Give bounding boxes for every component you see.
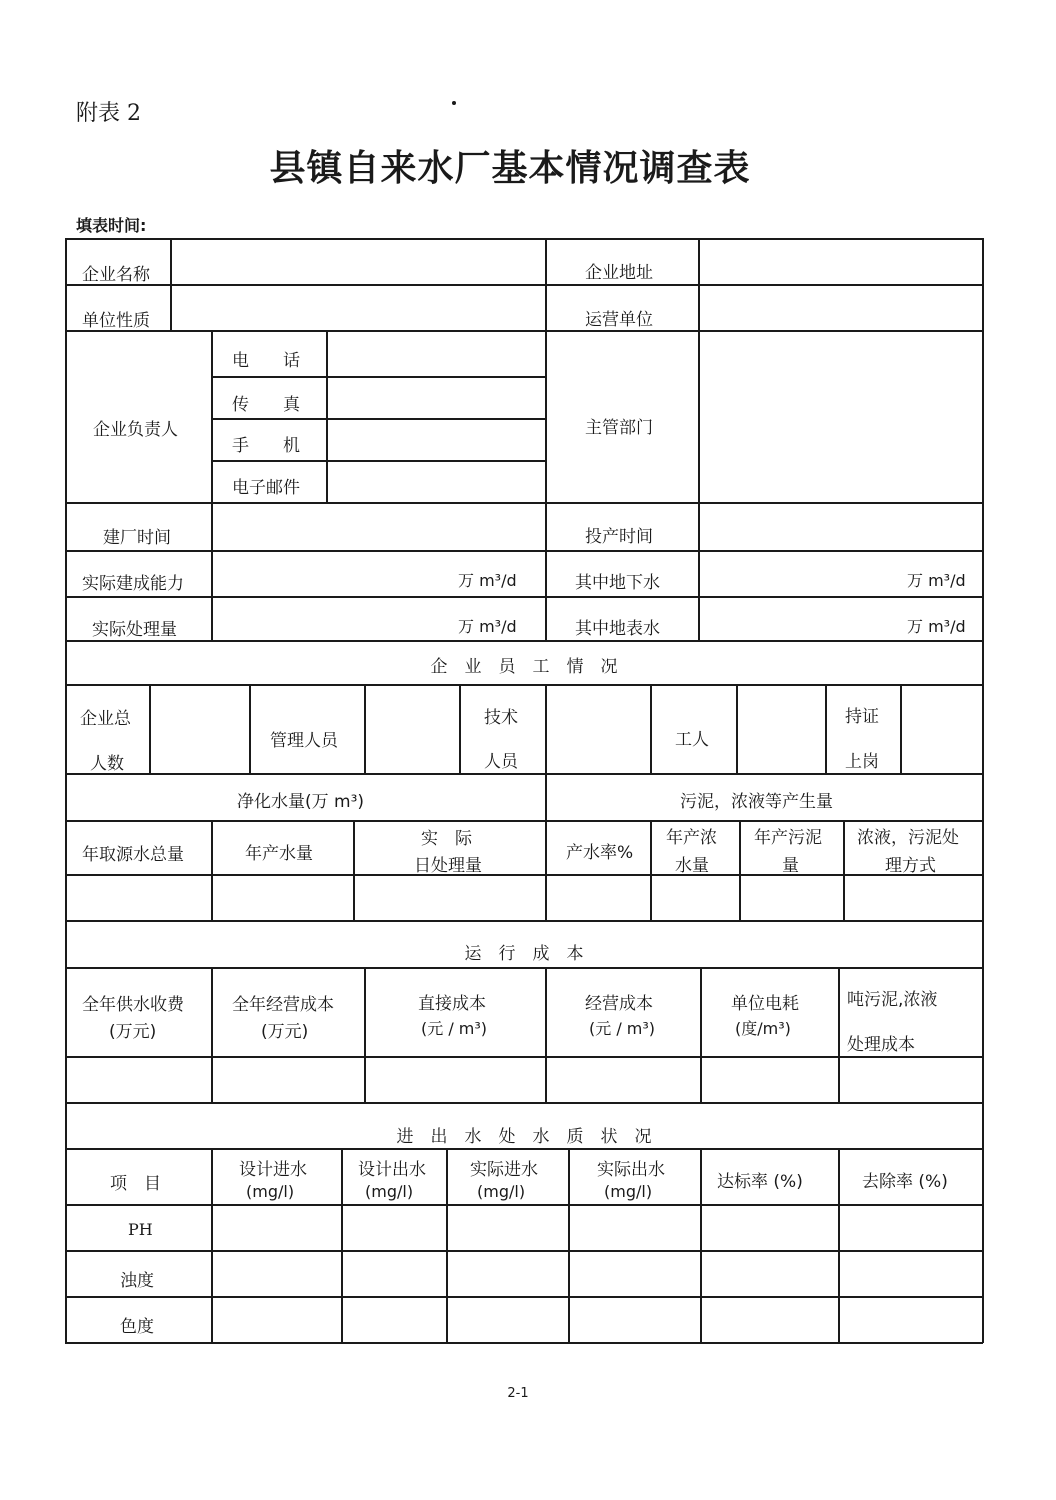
label-disposal-1: 浓液，污泥处: [857, 828, 959, 848]
label-actual-in: 实际进水: [470, 1160, 538, 1180]
label-sludge-output: 污泥，浓液等产生量: [680, 792, 833, 812]
label-design-in: 设计进水: [239, 1160, 307, 1180]
label-cost-1b: (万元): [109, 1022, 157, 1042]
label-purified-volume: 净化水量(万 m³): [237, 792, 365, 812]
section-water-quality: 进 出 水 处 水 质 状 况: [396, 1127, 652, 1147]
unit-surface-water: 万 m³/d: [907, 617, 966, 636]
label-cost-5b: (度/m³): [735, 1019, 791, 1038]
label-cost-3b: (元 / m³): [421, 1019, 488, 1038]
label-actual-daily-2: 日处理量: [414, 856, 482, 876]
label-concentrate-2: 水量: [675, 856, 709, 876]
speck-mark: [452, 101, 456, 105]
label-cost-4b: (元 / m³): [589, 1019, 656, 1038]
unit-design-in: (mg/l): [246, 1182, 295, 1201]
label-cost-2b: (万元): [261, 1022, 309, 1042]
label-design-out: 设计出水: [358, 1160, 426, 1180]
label-sludge-2: 量: [782, 856, 799, 876]
label-cost-6a: 吨污泥,浓液: [847, 990, 938, 1010]
label-actual-daily-1: 实 际: [421, 829, 472, 849]
label-workers: 工人: [675, 730, 709, 750]
label-annual-intake: 年取源水总量: [82, 845, 184, 865]
unit-treatment: 万 m³/d: [458, 617, 517, 636]
label-compliance-rate: 达标率 (%): [717, 1172, 803, 1192]
section-operating-cost: 运 行 成 本: [464, 944, 584, 964]
label-unit-nature: 单位性质: [82, 311, 150, 331]
label-total-staff-2: 人数: [90, 754, 124, 774]
label-operation-time: 投产时间: [585, 527, 653, 547]
page-title: 县镇自来水厂基本情况调查表: [269, 148, 751, 189]
label-certified-2: 上岗: [845, 752, 879, 772]
fill-time-label: 填表时间:: [76, 216, 147, 235]
label-enterprise-name: 企业名称: [82, 265, 150, 285]
label-cost-1a: 全年供水收费: [82, 995, 184, 1015]
label-actual-out: 实际出水: [597, 1160, 665, 1180]
label-surface-water: 其中地表水: [575, 619, 660, 639]
unit-design-out: (mg/l): [365, 1182, 414, 1201]
label-cost-4a: 经营成本: [585, 994, 653, 1014]
page-number: 2-1: [507, 1386, 529, 1401]
row-label-color: 色度: [120, 1317, 154, 1337]
label-cost-5a: 单位电耗: [731, 994, 799, 1014]
label-technical-1: 技术: [484, 708, 518, 728]
label-removal-rate: 去除率 (%): [862, 1172, 948, 1192]
unit-capacity: 万 m³/d: [458, 571, 517, 590]
label-phone: 电 话: [232, 351, 300, 371]
label-cost-2a: 全年经营成本: [232, 995, 334, 1015]
row-label-turbidity: 浊度: [120, 1271, 154, 1291]
label-mobile: 手 机: [232, 436, 300, 456]
label-disposal-2: 理方式: [885, 856, 936, 876]
document-label: 附表 2: [76, 101, 141, 126]
unit-groundwater: 万 m³/d: [907, 571, 966, 590]
unit-actual-in: (mg/l): [477, 1182, 526, 1201]
label-yield-rate: 产水率%: [566, 843, 634, 863]
label-operating-unit: 运营单位: [585, 310, 653, 330]
label-cost-6b: 处理成本: [847, 1035, 915, 1055]
label-technical-2: 人员: [484, 752, 518, 772]
label-annual-output: 年产水量: [245, 844, 313, 864]
label-sludge-1: 年产污泥: [754, 828, 822, 848]
label-actual-capacity: 实际建成能力: [82, 574, 184, 594]
label-concentrate-1: 年产浓: [666, 828, 717, 848]
section-staff: 企 业 员 工 情 况: [430, 657, 618, 677]
label-supervising-dept: 主管部门: [585, 418, 653, 438]
label-total-staff-1: 企业总: [80, 709, 131, 729]
label-certified-1: 持证: [845, 707, 879, 727]
label-item: 项 目: [110, 1174, 161, 1194]
label-managers: 管理人员: [270, 731, 338, 751]
label-cost-3a: 直接成本: [418, 994, 486, 1014]
label-actual-treatment: 实际处理量: [92, 620, 177, 640]
label-build-time: 建厂时间: [103, 528, 171, 548]
label-email: 电子邮件: [232, 478, 300, 498]
unit-actual-out: (mg/l): [604, 1182, 653, 1201]
row-label-ph: PH: [128, 1220, 153, 1239]
label-fax: 传 真: [232, 395, 300, 415]
label-groundwater: 其中地下水: [575, 573, 660, 593]
label-enterprise-address: 企业地址: [585, 263, 653, 283]
label-person-in-charge: 企业负责人: [93, 420, 178, 440]
